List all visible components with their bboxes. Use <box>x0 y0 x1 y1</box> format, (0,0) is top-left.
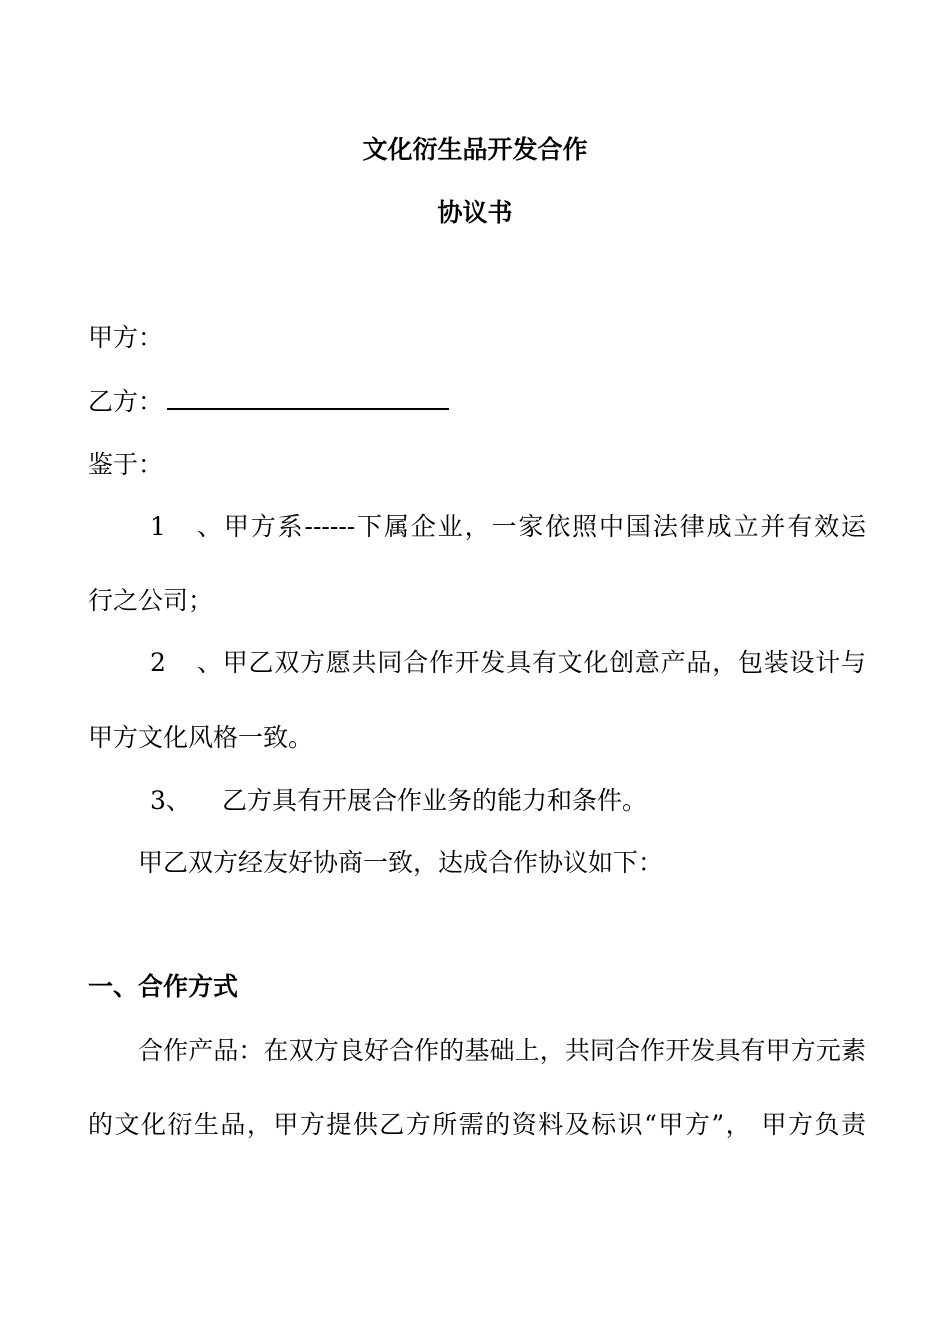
item-text: 甲乙双方愿共同合作开发具有文化创意产品，包装设计与 <box>222 648 866 677</box>
whereas-item-3 <box>150 786 866 816</box>
item-text: 甲方系------下属企业，一家依照中国法律成立并有效运 <box>222 512 866 541</box>
whereas-label: 鉴于： <box>88 450 164 479</box>
section-1-paragraph-line-1 <box>138 1036 866 1066</box>
item-number: 3、 <box>150 786 191 815</box>
whereas-item-1-continuation: 行之公司； <box>88 586 214 615</box>
section-1-heading: 一、合作方式 <box>88 972 239 1001</box>
party-b-line <box>88 386 868 417</box>
document-subtitle: 协议书 <box>437 198 513 227</box>
party-b-label: 乙方： <box>88 387 164 416</box>
whereas-item-1 <box>150 512 866 542</box>
paragraph-text: 合作产品：在双方良好合作的基础上，共同合作开发具有甲方元素 <box>138 1036 866 1065</box>
whereas-item-2-continuation: 甲方文化风格一致。 <box>88 723 314 752</box>
item-number: 2、 <box>150 648 222 677</box>
party-a-label: 甲方： <box>88 323 164 352</box>
paragraph-text: 的文化衍生品，甲方提供乙方所需的资料及标识“甲方”， 甲方负责 <box>88 1110 866 1139</box>
item-number: 1、 <box>150 512 222 541</box>
document-title: 文化衍生品开发合作 <box>362 135 588 164</box>
item-text: 乙方具有开展合作业务的能力和条件。 <box>222 786 648 815</box>
whereas-item-2 <box>150 648 866 678</box>
party-b-blank-underline <box>167 386 449 410</box>
section-1-paragraph-line-2 <box>88 1110 866 1140</box>
agreement-intro: 甲乙双方经友好协商一致，达成合作协议如下： <box>138 848 664 877</box>
